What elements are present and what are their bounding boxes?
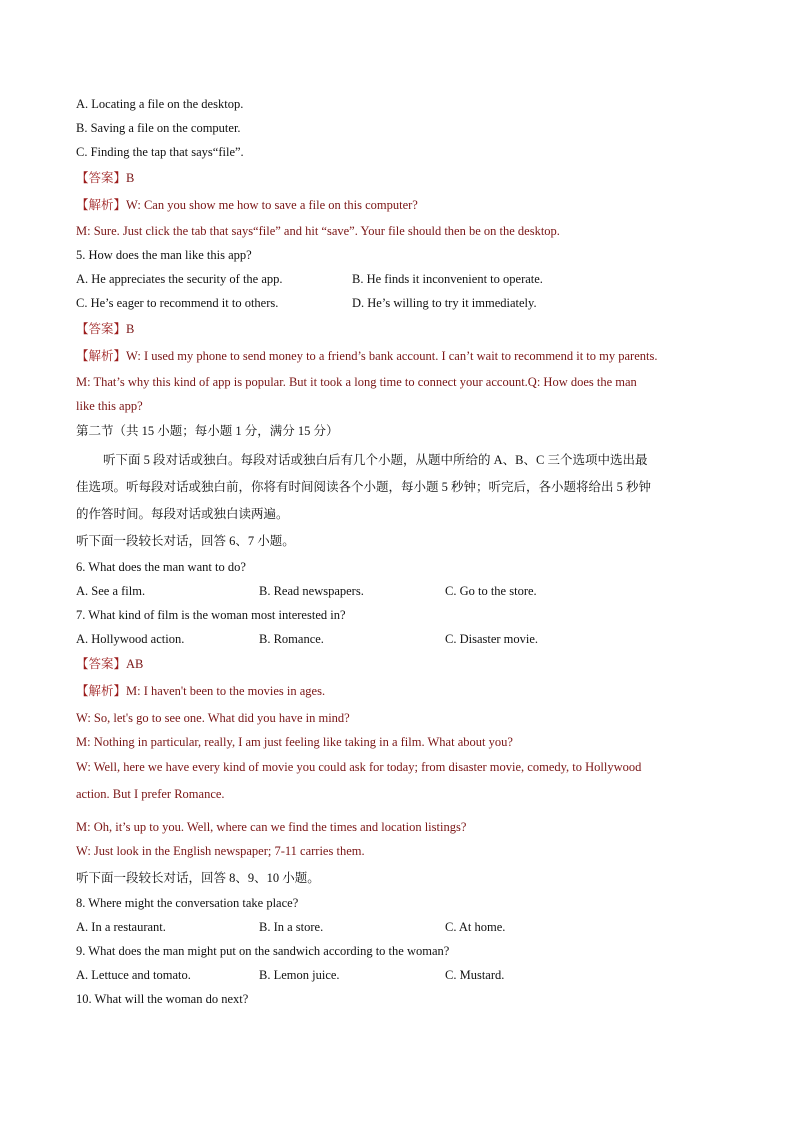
q5-option-b: B. He finds it inconvenient to operate. <box>352 272 543 286</box>
analysis-line: W: Can you show me how to save a file on this computer? <box>126 198 418 212</box>
analysis-tag: 【解析】 <box>76 349 127 363</box>
q4-answer <box>76 170 134 186</box>
answer-value: B <box>126 171 135 185</box>
q6-7-answer <box>76 656 143 672</box>
analysis-line: W: Well, here we have every kind of movie you could ask for today; from disaster movie, comedy, to Hollywood <box>76 760 642 774</box>
q9-option-c: C. Mustard. <box>445 968 505 982</box>
q5-option-c: C. He’s eager to recommend it to others. <box>76 296 279 310</box>
analysis-line: W: So, let's go to see one. What did you have in mind? <box>76 711 350 725</box>
q7-question: 7. What kind of film is the woman most interested in? <box>76 608 346 622</box>
q4-option-a: A. Locating a file on the desktop. <box>76 97 244 111</box>
analysis-line: M: I haven't been to the movies in ages. <box>126 684 326 698</box>
analysis-tag: 【解析】 <box>76 684 127 698</box>
analysis-line: M: That’s why this kind of app is popular. But it took a long time to connect your account.Q: How does the man <box>76 375 637 389</box>
q5-option-a: A. He appreciates the security of the app. <box>76 272 283 286</box>
q8-option-c: C. At home. <box>445 920 506 934</box>
dialog-intro: 听下面一段较长对话，回答 6、7 小题。 <box>76 534 295 548</box>
q6-option-b: B. Read newspapers. <box>259 584 364 598</box>
analysis-line: W: Just look in the English newspaper; 7-11 carries them. <box>76 844 365 858</box>
instructions-line: 的作答时间。每段对话或独白读两遍。 <box>76 507 289 521</box>
q6-question: 6. What does the man want to do? <box>76 560 246 574</box>
q5-option-d: D. He’s willing to try it immediately. <box>352 296 537 310</box>
analysis-line: M: Oh, it’s up to you. Well, where can we find the times and location listings? <box>76 820 467 834</box>
instructions-line: 听下面 5 段对话或独白。每段对话或独白后有几个小题，从题中所给的 A、B、C 三个选项中选出最 <box>103 453 648 467</box>
q9-option-a: A. Lettuce and tomato. <box>76 968 191 982</box>
q7-option-c: C. Disaster movie. <box>445 632 539 646</box>
q7-option-b: B. Romance. <box>259 632 324 646</box>
q6-option-c: C. Go to the store. <box>445 584 537 598</box>
answer-tag: 【答案】 <box>76 657 127 671</box>
dialog-intro: 听下面一段较长对话，回答 8、9、10 小题。 <box>76 871 320 885</box>
q5-answer <box>76 321 134 337</box>
q6-option-a: A. See a film. <box>76 584 146 598</box>
analysis-line: M: Nothing in particular, really, I am just feeling like taking in a film. What about you? <box>76 735 513 749</box>
section-title: 第二节（共 15 小题；每小题 1 分，满分 15 分） <box>76 424 339 438</box>
analysis-tag: 【解析】 <box>76 198 127 212</box>
answer-value: AB <box>126 657 144 671</box>
instructions-line: 佳选项。听每段对话或独白前，你将有时间阅读各个小题，每小题 5 秒钟；听完后，各小题将给出 5 秒钟 <box>76 480 652 494</box>
q10-question: 10. What will the woman do next? <box>76 992 249 1006</box>
q8-option-a: A. In a restaurant. <box>76 920 166 934</box>
q4-analysis <box>76 197 418 213</box>
analysis-line: M: Sure. Just click the tab that says“file” and hit “save”. Your file should then be on the desktop. <box>76 224 560 238</box>
answer-value: B <box>126 322 135 336</box>
answer-tag: 【答案】 <box>76 171 127 185</box>
analysis-line: W: I used my phone to send money to a friend’s bank account. I can’t wait to recommend it to my parents. <box>126 349 658 363</box>
q7-option-a: A. Hollywood action. <box>76 632 185 646</box>
q9-option-b: B. Lemon juice. <box>259 968 340 982</box>
q4-option-c: C. Finding the tap that says“file”. <box>76 145 244 159</box>
q8-option-b: B. In a store. <box>259 920 324 934</box>
q4-option-b: B. Saving a file on the computer. <box>76 121 241 135</box>
q9-question: 9. What does the man might put on the sandwich according to the woman? <box>76 944 450 958</box>
q5-question: 5. How does the man like this app? <box>76 248 252 262</box>
answer-tag: 【答案】 <box>76 322 127 336</box>
analysis-line: like this app? <box>76 399 143 413</box>
analysis-line: action. But I prefer Romance. <box>76 787 225 801</box>
q5-analysis <box>76 348 657 364</box>
q6-7-analysis <box>76 683 325 699</box>
q8-question: 8. Where might the conversation take place? <box>76 896 299 910</box>
